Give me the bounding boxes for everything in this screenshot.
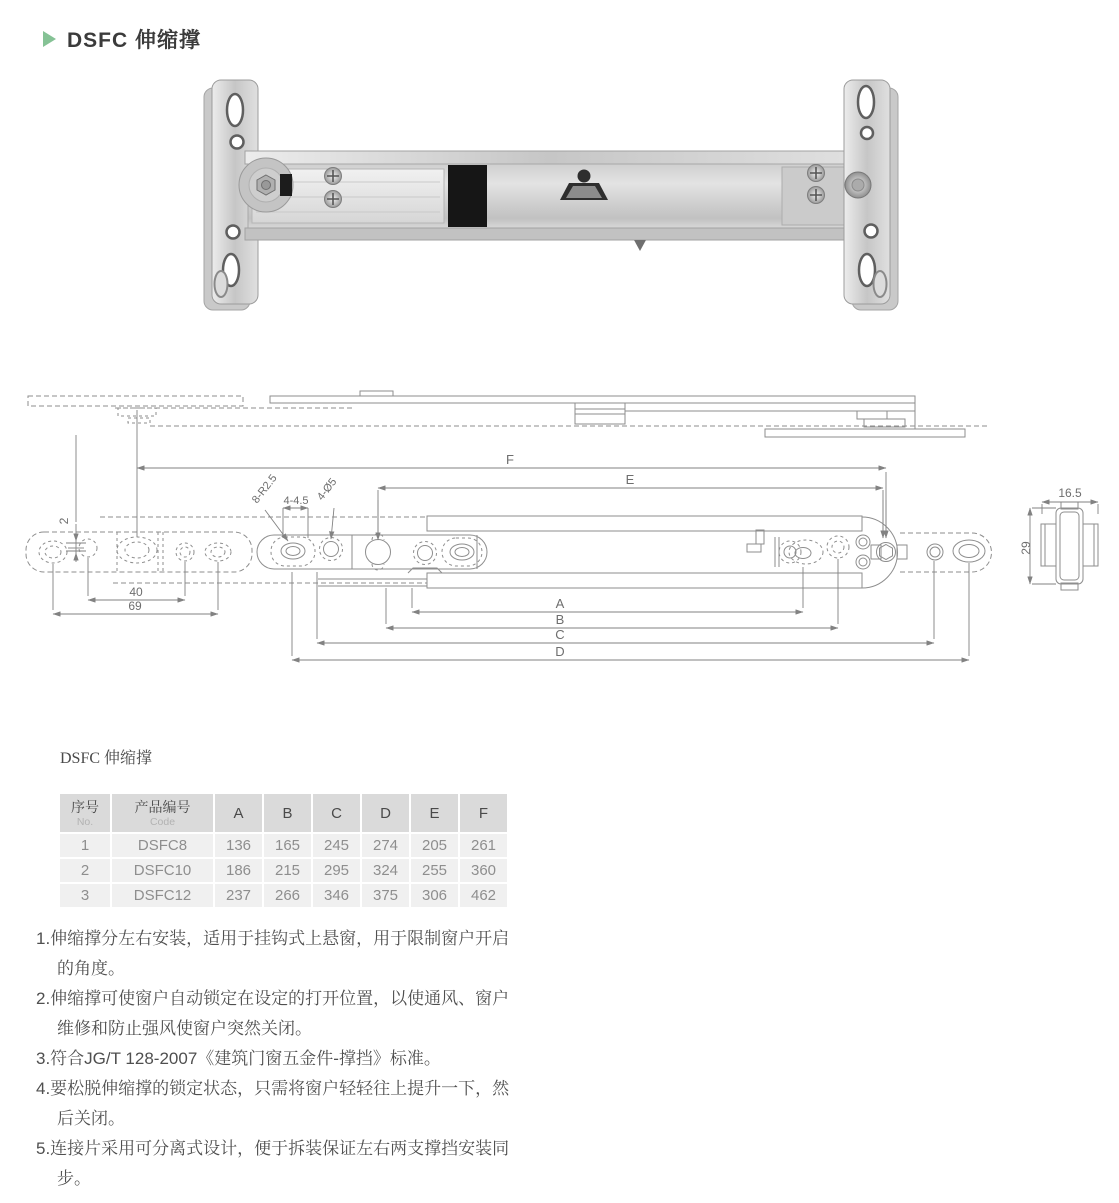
side-view	[28, 391, 990, 437]
plan-view	[26, 516, 992, 588]
callout-slots: 8-R2.5	[249, 472, 280, 506]
cell-b: 165	[264, 834, 311, 857]
col-header-f: F	[460, 794, 507, 832]
callout-holes: 4-4.5	[283, 495, 309, 507]
cell-code: DSFC8	[112, 834, 213, 857]
cell-d: 324	[362, 859, 409, 882]
callout-dia: 4-Ø5	[314, 476, 340, 503]
cell-c: 245	[313, 834, 360, 857]
dim-label-69: 69	[128, 599, 142, 613]
table-row	[60, 884, 507, 907]
cell-code: DSFC10	[112, 859, 213, 882]
note-item: 2.伸缩撑可使窗户自动锁定在设定的打开位置，以使通风、窗户维修和防止强风使窗户突然关闭。	[36, 989, 510, 1038]
note-item: 4.要松脱伸缩撑的锁定状态，只需将窗户轻轻往上提升一下，然后关闭。	[36, 1079, 510, 1128]
cell-d: 274	[362, 834, 409, 857]
cell-f: 360	[460, 859, 507, 882]
cell-b: 266	[264, 884, 311, 907]
note-item: 5.连接片采用可分离式设计，便于拆装保证左右两支撑挡安装同步。	[36, 1139, 510, 1188]
dim-label-29: 29	[1019, 541, 1033, 555]
dim-label-b: B	[555, 612, 565, 627]
col-header-a: A	[215, 794, 262, 832]
cell-c: 346	[313, 884, 360, 907]
col-header-no: 序号 No.	[60, 794, 110, 832]
cell-c: 295	[313, 859, 360, 882]
cell-no: 3	[60, 884, 110, 907]
col-header-code: 产品编号 Code	[112, 794, 213, 832]
cell-f: 462	[460, 884, 507, 907]
cell-code: DSFC12	[112, 884, 213, 907]
table-title: DSFC 伸缩撑	[60, 750, 153, 767]
cell-f: 261	[460, 834, 507, 857]
table-row	[60, 834, 507, 857]
dim-label-40: 40	[129, 585, 143, 599]
section-view	[1041, 502, 1098, 590]
dim-label-c: C	[555, 627, 565, 642]
cell-e: 306	[411, 884, 458, 907]
cell-no: 2	[60, 859, 110, 882]
page-title: DSFC 伸缩撑	[67, 29, 201, 52]
telescopic-arm	[245, 151, 855, 251]
table-row	[60, 859, 507, 882]
cell-d: 375	[362, 884, 409, 907]
cell-b: 215	[264, 859, 311, 882]
cell-a: 186	[215, 859, 262, 882]
section-header	[43, 24, 201, 54]
dim-label-d: D	[555, 644, 565, 659]
product-photo	[190, 72, 910, 322]
dim-label-e: E	[625, 472, 635, 487]
col-header-e: E	[411, 794, 458, 832]
dim-label-a: A	[555, 596, 565, 611]
spec-table	[58, 792, 509, 909]
dim-label-f: F	[506, 452, 514, 467]
note-item: 3.符合JG/T 128-2007《建筑门窗五金件-撑挡》标准。	[36, 1049, 441, 1068]
col-header-c: C	[313, 794, 360, 832]
pivot-hardware	[239, 158, 293, 212]
dimension-lines	[53, 410, 1098, 660]
cell-a: 237	[215, 884, 262, 907]
cell-a: 136	[215, 834, 262, 857]
col-header-b: B	[264, 794, 311, 832]
note-item: 1.伸缩撑分左右安装，适用于挂钩式上悬窗，用于限制窗户开启的角度。	[36, 929, 510, 978]
pointer-tab	[634, 240, 646, 251]
dim-label-16-5: 16.5	[1058, 486, 1082, 500]
dim-label-2: 2	[57, 517, 71, 525]
notes-list	[36, 924, 512, 1194]
section-bullet-icon	[43, 31, 56, 47]
col-header-d: D	[362, 794, 409, 832]
black-lock-band	[448, 165, 487, 227]
cell-e: 255	[411, 859, 458, 882]
right-bracket-plate	[844, 80, 898, 310]
cell-no: 1	[60, 834, 110, 857]
technical-drawing	[0, 380, 1119, 690]
cell-e: 205	[411, 834, 458, 857]
